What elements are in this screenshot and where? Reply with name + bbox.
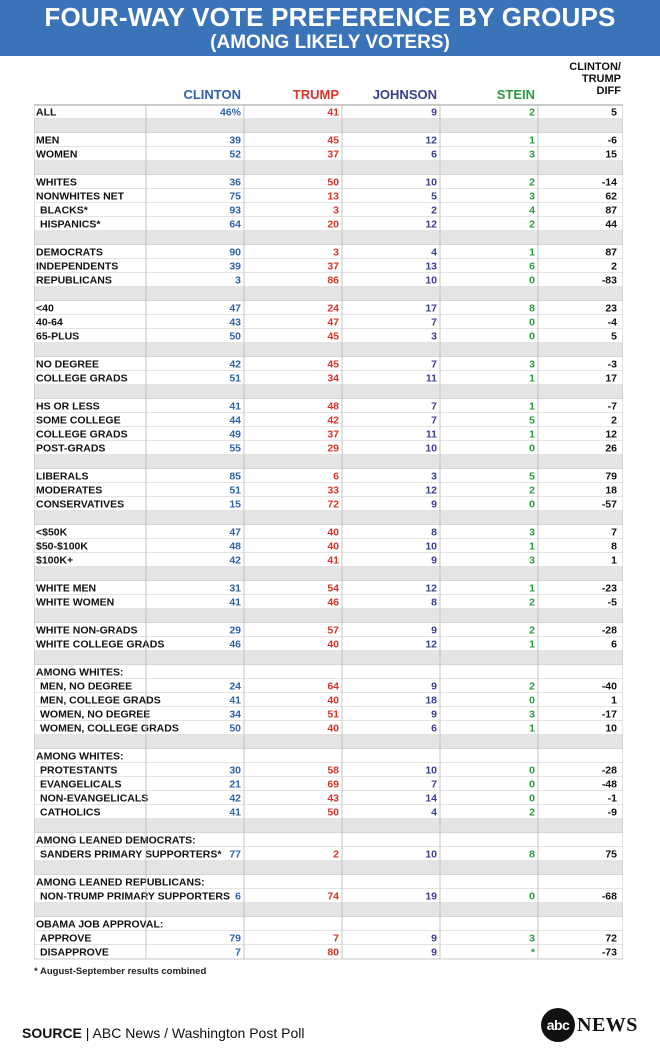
cell-stein: 1 bbox=[529, 540, 535, 553]
cell-johnson: 8 bbox=[431, 526, 437, 539]
abc-news-logo bbox=[541, 1008, 638, 1042]
cell-johnson: 4 bbox=[431, 246, 437, 259]
cell-stein: 3 bbox=[529, 526, 535, 539]
cell-diff: 62 bbox=[605, 190, 617, 203]
cell-diff: 17 bbox=[605, 372, 617, 385]
cell-trump: 80 bbox=[327, 946, 339, 959]
cell-stein: 8 bbox=[529, 302, 535, 315]
cell-diff: 1 bbox=[611, 554, 617, 567]
section-spacer bbox=[34, 511, 623, 525]
cell-stein: 0 bbox=[529, 890, 535, 903]
cell-johnson: 13 bbox=[425, 260, 437, 273]
cell-clinton: 85 bbox=[229, 470, 241, 483]
cell-stein: 5 bbox=[529, 414, 535, 427]
row-label: APPROVE bbox=[40, 932, 92, 945]
cell-diff: -17 bbox=[601, 708, 617, 721]
cell-johnson: 4 bbox=[431, 806, 437, 819]
cell-stein: 0 bbox=[529, 694, 535, 707]
cell-stein: 3 bbox=[529, 932, 535, 945]
row-label: WHITE WOMEN bbox=[36, 596, 115, 609]
cell-trump: 54 bbox=[327, 582, 339, 595]
cell-johnson: 11 bbox=[425, 372, 437, 385]
cell-clinton: 46% bbox=[219, 106, 241, 119]
cell-diff: -4 bbox=[607, 316, 617, 329]
cell-stein: 0 bbox=[529, 274, 535, 287]
cell-clinton: 50 bbox=[229, 722, 241, 735]
cell-clinton: 3 bbox=[235, 274, 241, 287]
cell-diff: 5 bbox=[611, 106, 617, 119]
cell-stein: 0 bbox=[529, 442, 535, 455]
cell-stein: 1 bbox=[529, 722, 535, 735]
cell-clinton: 41 bbox=[229, 806, 241, 819]
cell-johnson: 5 bbox=[431, 190, 437, 203]
cell-trump: 46 bbox=[327, 596, 339, 609]
cell-trump: 40 bbox=[327, 638, 339, 651]
row-label: POST-GRADS bbox=[36, 442, 106, 455]
cell-diff: 18 bbox=[605, 484, 617, 497]
cell-stein: 0 bbox=[529, 778, 535, 791]
cell-johnson: 6 bbox=[431, 148, 437, 161]
cell-clinton: 7 bbox=[235, 946, 241, 959]
cell-johnson: 10 bbox=[425, 274, 437, 287]
cell-johnson: 9 bbox=[431, 946, 437, 959]
section-spacer bbox=[34, 161, 623, 175]
cell-trump: 7 bbox=[333, 932, 339, 945]
cell-clinton: 64 bbox=[229, 218, 241, 231]
cell-johnson: 3 bbox=[431, 470, 437, 483]
source-label: SOURCE bbox=[22, 1025, 82, 1041]
cell-clinton: 50 bbox=[229, 330, 241, 343]
row-label: HISPANICS* bbox=[40, 218, 101, 231]
cell-johnson: 9 bbox=[431, 106, 437, 119]
cell-diff: -28 bbox=[601, 624, 617, 637]
row-label: <40 bbox=[36, 302, 54, 315]
cell-clinton: 36 bbox=[229, 176, 241, 189]
cell-johnson: 14 bbox=[425, 792, 437, 805]
column-header-trump: TRUMP bbox=[292, 87, 339, 102]
cell-diff: 26 bbox=[605, 442, 617, 455]
cell-diff: -57 bbox=[601, 498, 617, 511]
row-label: MEN, NO DEGREE bbox=[40, 680, 133, 693]
row-label: SANDERS PRIMARY SUPPORTERS* bbox=[40, 848, 222, 861]
row-label: INDEPENDENTS bbox=[36, 260, 119, 273]
cell-clinton: 43 bbox=[229, 316, 241, 329]
cell-clinton: 42 bbox=[229, 358, 241, 371]
cell-trump: 86 bbox=[327, 274, 339, 287]
cell-diff: -14 bbox=[601, 176, 617, 189]
cell-clinton: 48 bbox=[229, 540, 241, 553]
cell-johnson: 7 bbox=[431, 358, 437, 371]
cell-johnson: 12 bbox=[425, 638, 437, 651]
title-banner bbox=[0, 0, 660, 56]
cell-diff: 7 bbox=[611, 526, 617, 539]
cell-stein: 0 bbox=[529, 764, 535, 777]
cell-johnson: 2 bbox=[431, 204, 437, 217]
cell-clinton: 39 bbox=[229, 134, 241, 147]
cell-trump: 45 bbox=[327, 134, 339, 147]
cell-trump: 13 bbox=[327, 190, 339, 203]
cell-diff: -7 bbox=[607, 400, 617, 413]
results-table-svg bbox=[34, 56, 623, 960]
cell-diff: -28 bbox=[601, 764, 617, 777]
cell-stein: 0 bbox=[529, 792, 535, 805]
cell-trump: 50 bbox=[327, 806, 339, 819]
cell-stein: 1 bbox=[529, 134, 535, 147]
cell-trump: 42 bbox=[327, 414, 339, 427]
section-spacer bbox=[34, 903, 623, 917]
cell-trump: 6 bbox=[333, 470, 339, 483]
cell-trump: 37 bbox=[327, 148, 339, 161]
cell-stein: 3 bbox=[529, 358, 535, 371]
cell-johnson: 7 bbox=[431, 316, 437, 329]
cell-diff: 6 bbox=[611, 638, 617, 651]
cell-diff: -5 bbox=[607, 596, 617, 609]
section-heading: OBAMA JOB APPROVAL: bbox=[36, 918, 164, 931]
row-label: 40-64 bbox=[36, 316, 63, 329]
cell-johnson: 18 bbox=[425, 694, 437, 707]
row-label: NONWHITES NET bbox=[36, 190, 125, 203]
results-table bbox=[34, 56, 623, 960]
cell-stein: 8 bbox=[529, 848, 535, 861]
row-label: NON-TRUMP PRIMARY SUPPORTERS bbox=[40, 890, 230, 903]
cell-diff: 10 bbox=[605, 722, 617, 735]
column-header-johnson: JOHNSON bbox=[372, 87, 437, 102]
row-label: WHITE NON-GRADS bbox=[36, 624, 138, 637]
cell-trump: 41 bbox=[327, 106, 339, 119]
cell-diff: -1 bbox=[607, 792, 617, 805]
cell-clinton: 42 bbox=[229, 792, 241, 805]
cell-trump: 47 bbox=[327, 316, 339, 329]
footnote: * August-September results combined bbox=[34, 966, 207, 977]
cell-trump: 48 bbox=[327, 400, 339, 413]
cell-clinton: 75 bbox=[229, 190, 241, 203]
row-label: WOMEN, NO DEGREE bbox=[40, 708, 151, 721]
cell-clinton: 44 bbox=[229, 414, 241, 427]
cell-johnson: 6 bbox=[431, 722, 437, 735]
row-label: DISAPPROVE bbox=[40, 946, 109, 959]
cell-diff: 8 bbox=[611, 540, 617, 553]
cell-diff: 15 bbox=[605, 148, 617, 161]
page-title: FOUR-WAY VOTE PREFERENCE BY GROUPS bbox=[44, 2, 616, 32]
cell-clinton: 47 bbox=[229, 302, 241, 315]
cell-trump: 24 bbox=[327, 302, 339, 315]
cell-trump: 51 bbox=[327, 708, 339, 721]
cell-diff: -40 bbox=[601, 680, 617, 693]
cell-stein: 3 bbox=[529, 148, 535, 161]
cell-clinton: 77 bbox=[229, 848, 241, 861]
cell-trump: 57 bbox=[327, 624, 339, 637]
cell-johnson: 3 bbox=[431, 330, 437, 343]
cell-johnson: 7 bbox=[431, 414, 437, 427]
cell-trump: 20 bbox=[327, 218, 339, 231]
cell-stein: 1 bbox=[529, 582, 535, 595]
row-label: MEN, COLLEGE GRADS bbox=[40, 694, 161, 707]
cell-diff: 2 bbox=[611, 260, 617, 273]
row-label: PROTESTANTS bbox=[40, 764, 118, 777]
cell-diff: -9 bbox=[607, 806, 617, 819]
cell-trump: 41 bbox=[327, 554, 339, 567]
cell-trump: 37 bbox=[327, 260, 339, 273]
row-label: BLACKS* bbox=[40, 204, 88, 217]
cell-clinton: 47 bbox=[229, 526, 241, 539]
cell-johnson: 9 bbox=[431, 554, 437, 567]
row-label: WHITE MEN bbox=[36, 582, 97, 595]
row-label: DEMOCRATS bbox=[36, 246, 103, 259]
row-label: CATHOLICS bbox=[40, 806, 101, 819]
cell-stein: 1 bbox=[529, 638, 535, 651]
row-label: COLLEGE GRADS bbox=[36, 428, 128, 441]
cell-clinton: 79 bbox=[229, 932, 241, 945]
cell-diff: 5 bbox=[611, 330, 617, 343]
cell-clinton: 90 bbox=[229, 246, 241, 259]
cell-stein: 4 bbox=[529, 204, 535, 217]
cell-diff: 75 bbox=[605, 848, 617, 861]
cell-clinton: 51 bbox=[229, 484, 241, 497]
cell-diff: -23 bbox=[601, 582, 617, 595]
section-spacer bbox=[34, 861, 623, 875]
section-spacer bbox=[34, 735, 623, 749]
cell-johnson: 9 bbox=[431, 680, 437, 693]
cell-stein: 2 bbox=[529, 596, 535, 609]
row-label: $50-$100K bbox=[36, 540, 88, 553]
cell-trump: 45 bbox=[327, 358, 339, 371]
cell-clinton: 41 bbox=[229, 400, 241, 413]
row-label: LIBERALS bbox=[36, 470, 89, 483]
cell-trump: 40 bbox=[327, 722, 339, 735]
cell-johnson: 9 bbox=[431, 498, 437, 511]
cell-trump: 69 bbox=[327, 778, 339, 791]
column-header-diff-3: DIFF bbox=[596, 85, 621, 97]
cell-johnson: 12 bbox=[425, 218, 437, 231]
cell-diff: -83 bbox=[601, 274, 617, 287]
source-text: | ABC News / Washington Post Poll bbox=[85, 1025, 305, 1041]
cell-stein: 2 bbox=[529, 218, 535, 231]
source-line bbox=[22, 1025, 304, 1041]
row-label: WOMEN bbox=[36, 148, 78, 161]
row-label: ALL bbox=[36, 106, 57, 119]
cell-stein: * bbox=[530, 946, 535, 959]
cell-johnson: 7 bbox=[431, 400, 437, 413]
cell-johnson: 10 bbox=[425, 442, 437, 455]
cell-stein: 0 bbox=[529, 316, 535, 329]
section-spacer bbox=[34, 609, 623, 623]
cell-trump: 50 bbox=[327, 176, 339, 189]
section-heading: AMONG LEANED REPUBLICANS: bbox=[36, 876, 205, 889]
cell-diff: 44 bbox=[605, 218, 617, 231]
row-label: CONSERVATIVES bbox=[36, 498, 125, 511]
cell-clinton: 52 bbox=[229, 148, 241, 161]
cell-stein: 2 bbox=[529, 624, 535, 637]
cell-johnson: 9 bbox=[431, 708, 437, 721]
cell-johnson: 12 bbox=[425, 582, 437, 595]
column-header-clinton: CLINTON bbox=[183, 87, 241, 102]
table-body bbox=[34, 105, 623, 959]
cell-trump: 40 bbox=[327, 694, 339, 707]
cell-stein: 2 bbox=[529, 106, 535, 119]
cell-clinton: 29 bbox=[229, 624, 241, 637]
row-label: $100K+ bbox=[36, 554, 74, 567]
cell-johnson: 10 bbox=[425, 540, 437, 553]
cell-stein: 2 bbox=[529, 484, 535, 497]
cell-trump: 40 bbox=[327, 526, 339, 539]
row-label: REPUBLICANS bbox=[36, 274, 112, 287]
abc-logo-icon: abc bbox=[541, 1008, 575, 1042]
cell-clinton: 34 bbox=[229, 708, 241, 721]
cell-clinton: 49 bbox=[229, 428, 241, 441]
column-header-stein: STEIN bbox=[496, 87, 535, 102]
cell-stein: 6 bbox=[529, 260, 535, 273]
section-spacer bbox=[34, 385, 623, 399]
column-header-diff-1: CLINTON/ bbox=[569, 61, 621, 73]
section-spacer bbox=[34, 343, 623, 357]
cell-stein: 3 bbox=[529, 554, 535, 567]
cell-clinton: 42 bbox=[229, 554, 241, 567]
row-label: NON-EVANGELICALS bbox=[40, 792, 149, 805]
row-label: EVANGELICALS bbox=[40, 778, 122, 791]
section-spacer bbox=[34, 819, 623, 833]
cell-clinton: 39 bbox=[229, 260, 241, 273]
cell-clinton: 30 bbox=[229, 764, 241, 777]
row-label: WHITE COLLEGE GRADS bbox=[36, 638, 165, 651]
cell-trump: 58 bbox=[327, 764, 339, 777]
cell-johnson: 9 bbox=[431, 624, 437, 637]
logo-word: NEWS bbox=[577, 1013, 638, 1036]
row-label: MEN bbox=[36, 134, 60, 147]
cell-clinton: 46 bbox=[229, 638, 241, 651]
cell-stein: 5 bbox=[529, 470, 535, 483]
section-spacer bbox=[34, 231, 623, 245]
cell-trump: 43 bbox=[327, 792, 339, 805]
cell-stein: 3 bbox=[529, 708, 535, 721]
row-label: <$50K bbox=[36, 526, 68, 539]
row-label: HS OR LESS bbox=[36, 400, 100, 413]
cell-diff: 72 bbox=[605, 932, 617, 945]
cell-diff: 1 bbox=[611, 694, 617, 707]
cell-diff: -68 bbox=[601, 890, 617, 903]
cell-stein: 1 bbox=[529, 428, 535, 441]
cell-diff: 87 bbox=[605, 246, 617, 259]
cell-diff: 12 bbox=[605, 428, 617, 441]
cell-trump: 45 bbox=[327, 330, 339, 343]
section-spacer bbox=[34, 567, 623, 581]
page-subtitle: (AMONG LIKELY VOTERS) bbox=[210, 32, 450, 53]
section-heading: AMONG WHITES: bbox=[36, 750, 124, 763]
cell-stein: 1 bbox=[529, 372, 535, 385]
cell-johnson: 10 bbox=[425, 176, 437, 189]
cell-trump: 29 bbox=[327, 442, 339, 455]
cell-trump: 2 bbox=[333, 848, 339, 861]
cell-johnson: 12 bbox=[425, 484, 437, 497]
cell-stein: 0 bbox=[529, 330, 535, 343]
cell-trump: 72 bbox=[327, 498, 339, 511]
column-header-diff-2: TRUMP bbox=[581, 73, 621, 85]
cell-johnson: 10 bbox=[425, 848, 437, 861]
cell-trump: 40 bbox=[327, 540, 339, 553]
cell-clinton: 41 bbox=[229, 694, 241, 707]
cell-stein: 1 bbox=[529, 246, 535, 259]
section-heading: AMONG LEANED DEMOCRATS: bbox=[36, 834, 196, 847]
cell-trump: 3 bbox=[333, 246, 339, 259]
cell-trump: 74 bbox=[327, 890, 339, 903]
cell-stein: 2 bbox=[529, 176, 535, 189]
cell-clinton: 31 bbox=[229, 582, 241, 595]
cell-diff: -73 bbox=[601, 946, 617, 959]
cell-stein: 1 bbox=[529, 400, 535, 413]
row-label: COLLEGE GRADS bbox=[36, 372, 128, 385]
section-spacer bbox=[34, 651, 623, 665]
cell-clinton: 6 bbox=[235, 890, 241, 903]
cell-trump: 37 bbox=[327, 428, 339, 441]
row-label: SOME COLLEGE bbox=[36, 414, 121, 427]
row-label: WHITES bbox=[36, 176, 77, 189]
cell-stein: 2 bbox=[529, 680, 535, 693]
cell-clinton: 21 bbox=[229, 778, 241, 791]
section-heading: AMONG WHITES: bbox=[36, 666, 124, 679]
cell-johnson: 7 bbox=[431, 778, 437, 791]
cell-diff: -6 bbox=[607, 134, 617, 147]
cell-clinton: 51 bbox=[229, 372, 241, 385]
cell-trump: 33 bbox=[327, 484, 339, 497]
cell-clinton: 93 bbox=[229, 204, 241, 217]
section-spacer bbox=[34, 119, 623, 133]
cell-johnson: 11 bbox=[425, 428, 437, 441]
cell-stein: 3 bbox=[529, 190, 535, 203]
cell-johnson: 10 bbox=[425, 764, 437, 777]
cell-johnson: 17 bbox=[425, 302, 437, 315]
cell-johnson: 12 bbox=[425, 134, 437, 147]
row-label: NO DEGREE bbox=[36, 358, 100, 371]
section-spacer bbox=[34, 287, 623, 301]
cell-trump: 34 bbox=[327, 372, 339, 385]
cell-diff: 87 bbox=[605, 204, 617, 217]
section-spacer bbox=[34, 455, 623, 469]
row-label: MODERATES bbox=[36, 484, 103, 497]
cell-trump: 64 bbox=[327, 680, 339, 693]
cell-diff: 79 bbox=[605, 470, 617, 483]
cell-clinton: 55 bbox=[229, 442, 241, 455]
cell-clinton: 41 bbox=[229, 596, 241, 609]
cell-stein: 2 bbox=[529, 806, 535, 819]
row-label: 65-PLUS bbox=[36, 330, 80, 343]
cell-johnson: 9 bbox=[431, 932, 437, 945]
row-label: WOMEN, COLLEGE GRADS bbox=[40, 722, 179, 735]
cell-diff: -3 bbox=[607, 358, 617, 371]
cell-stein: 0 bbox=[529, 498, 535, 511]
cell-clinton: 15 bbox=[229, 498, 241, 511]
cell-trump: 3 bbox=[333, 204, 339, 217]
cell-diff: 2 bbox=[611, 414, 617, 427]
cell-diff: -48 bbox=[601, 778, 617, 791]
cell-diff: 23 bbox=[605, 302, 617, 315]
cell-johnson: 8 bbox=[431, 596, 437, 609]
cell-clinton: 24 bbox=[229, 680, 241, 693]
cell-johnson: 19 bbox=[425, 890, 437, 903]
